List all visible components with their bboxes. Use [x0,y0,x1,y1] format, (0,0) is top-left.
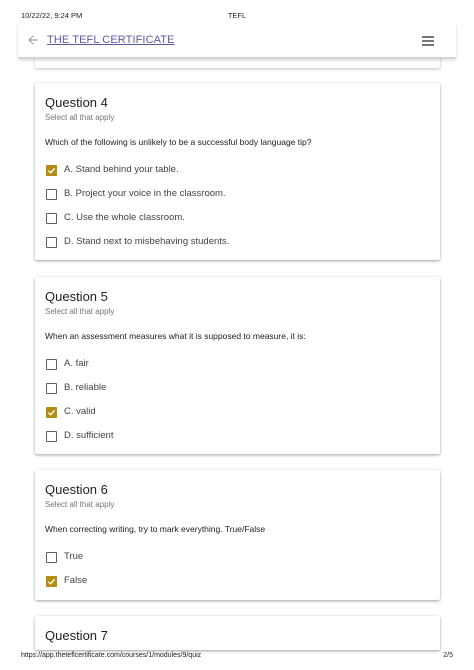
question-text: Which of the following is unlikely to be a successful body language tip? [45,137,312,147]
checkbox[interactable] [46,383,57,394]
checkbox-checked[interactable] [46,407,57,418]
question-card-4 [35,83,440,260]
question-title: Question 5 [45,289,108,304]
option-label: C. valid [64,406,96,417]
question-card-6 [35,470,440,600]
hamburger-menu-icon[interactable] [422,36,434,46]
print-page-number: 2/5 [443,652,453,659]
option-label: A. fair [64,358,89,369]
option-label: B. Project your voice in the classroom. [64,188,226,199]
question-card-7 [35,616,440,650]
checkmark-icon [47,577,56,586]
arrow-left-icon[interactable] [26,33,40,47]
question-title: Question 7 [45,628,108,643]
print-url: https://app.theteflcertificate.com/courses/1/modules/9/quiz [21,652,202,659]
checkbox[interactable] [46,213,57,224]
app-title-link[interactable]: THE TEFL CERTIFICATE [47,34,175,46]
print-datetime: 10/22/22, 9:24 PM [21,11,83,20]
print-title: TEFL [227,11,247,20]
question-instruction: Select all that apply [45,500,115,509]
question-instruction: Select all that apply [45,113,115,122]
question-text: When correcting writing, try to mark everything. True/False [45,524,266,534]
checkmark-icon [47,408,56,417]
checkbox[interactable] [46,237,57,248]
question-card-5 [35,277,440,454]
option-label: False [64,575,88,586]
checkbox-checked[interactable] [46,576,57,587]
checkbox[interactable] [46,189,57,200]
checkbox[interactable] [46,359,57,370]
option-label: B. reliable [64,382,107,393]
question-text: When an assessment measures what it is supposed to measure, it is: [45,331,306,341]
checkbox[interactable] [46,552,57,563]
option-label: D. sufficient [64,430,114,441]
print-header [0,0,474,24]
option-label: D. Stand next to misbehaving students. [64,236,230,247]
option-label: True [64,551,84,562]
question-title: Question 6 [45,482,108,497]
option-label: A. Stand behind your table. [64,164,179,175]
question-instruction: Select all that apply [45,307,115,316]
checkmark-icon [47,166,56,175]
checkbox-checked[interactable] [46,165,57,176]
app-bar [18,24,456,58]
checkbox[interactable] [46,431,57,442]
option-label: C. Use the whole classroom. [64,212,185,223]
print-footer [0,650,474,670]
question-title: Question 4 [45,95,108,110]
